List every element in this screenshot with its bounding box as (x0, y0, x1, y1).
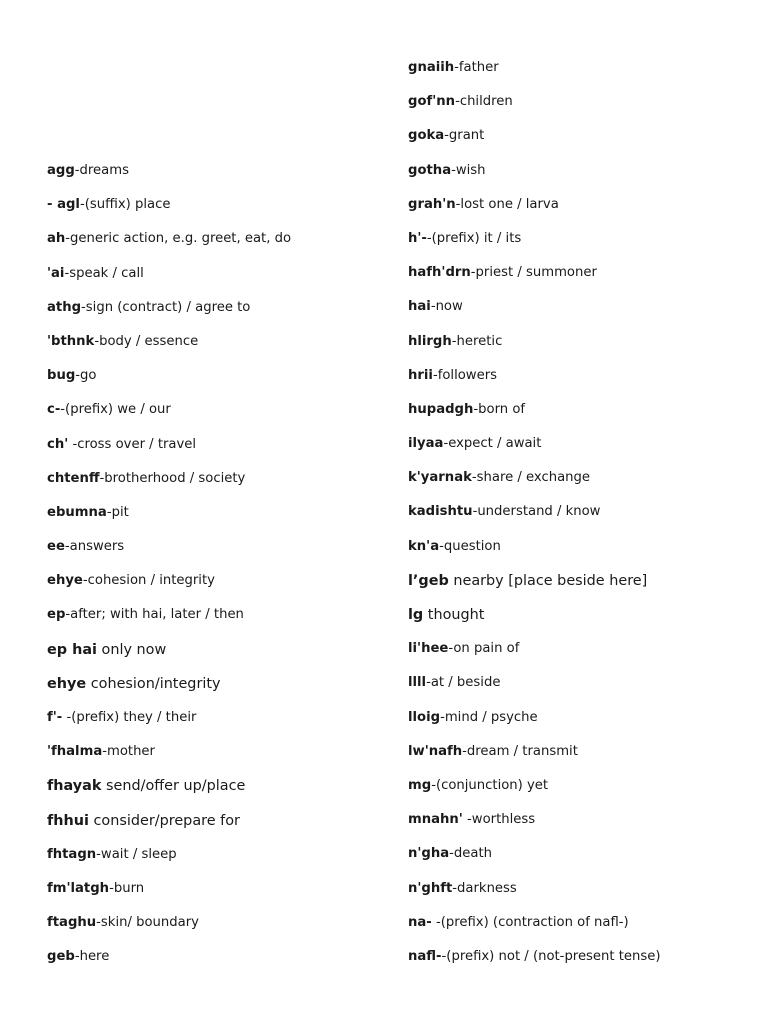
glossary-term: athg (47, 299, 82, 315)
glossary-definition: -answers (64, 539, 125, 555)
glossary-definition: -dreams (74, 163, 129, 178)
glossary-term: ah (47, 231, 66, 247)
glossary-definition: -expect / await (443, 436, 542, 452)
glossary-term: ep hai (47, 641, 97, 658)
glossary-term: - agl (47, 197, 80, 213)
glossary-term: n'gha (408, 846, 450, 862)
glossary-definition: -death (449, 846, 493, 862)
glossary-term: fm'latgh (47, 880, 110, 896)
glossary-definition: -question (439, 538, 501, 554)
glossary-entry (47, 435, 377, 469)
glossary-definition: -on pain of (448, 641, 520, 657)
glossary-entry (47, 879, 377, 913)
glossary-term: hafh'drn (408, 265, 471, 281)
glossary-term: hrii (408, 367, 433, 383)
glossary-definition: -mother (102, 744, 155, 760)
glossary-term: l’geb (408, 572, 449, 589)
glossary-definition: consider/prepare for (88, 812, 240, 829)
glossary-definition: -(prefix) (contraction of nafl-) (431, 914, 629, 930)
glossary-term: c- (47, 402, 61, 418)
glossary-entry (47, 742, 377, 776)
glossary-entry (408, 708, 748, 742)
glossary-term: gof'nn (408, 94, 456, 110)
glossary-definition: -understand / know (472, 504, 601, 520)
glossary-term: llll (408, 675, 427, 691)
glossary-definition: -priest / summoner (470, 265, 597, 281)
glossary-entry (408, 263, 748, 297)
glossary-definition: -now (430, 299, 463, 315)
glossary-definition: -(conjunction) yet (431, 777, 549, 793)
glossary-entry (408, 161, 748, 195)
glossary-entry (408, 537, 748, 571)
glossary-entry (47, 776, 377, 810)
glossary-term: 'ai (47, 265, 65, 281)
glossary-entry (408, 400, 748, 434)
glossary-entry (408, 844, 748, 878)
glossary-definition: -wish (451, 162, 486, 178)
glossary-entry (408, 810, 748, 844)
glossary-term: gnaiih (408, 60, 455, 75)
glossary-entry (47, 674, 377, 708)
glossary-entry (47, 503, 377, 537)
glossary-entry (408, 229, 748, 263)
glossary-definition: -after; with hai, later / then (65, 607, 244, 623)
glossary-entry (408, 742, 748, 776)
glossary-term: ch' (47, 436, 69, 452)
glossary-definition: -generic action, e.g. greet, eat, do (65, 231, 292, 247)
glossary-definition: -(prefix) not / (not-present tense) (441, 948, 661, 964)
glossary-term: grah'n (408, 196, 456, 212)
glossary-definition: -(suffix) place (79, 197, 171, 213)
glossary-term: ehye (47, 675, 87, 692)
glossary-entry (47, 229, 377, 263)
glossary-definition: -followers (432, 367, 497, 383)
glossary-term: lloig (408, 709, 441, 725)
glossary-term: ehye (47, 573, 83, 589)
glossary-entry (408, 571, 748, 605)
glossary-term: hai (408, 299, 431, 315)
glossary-term: fhayak (47, 778, 102, 795)
glossary-term: agg (47, 163, 75, 178)
glossary-definition: -lost one / larva (455, 196, 559, 212)
glossary-term: chtenff (47, 470, 100, 486)
glossary-entry (47, 195, 377, 229)
glossary-entry (47, 469, 377, 503)
glossary-entry (408, 639, 748, 673)
glossary-definition: -share / exchange (471, 470, 591, 486)
glossary-definition: nearby [place beside here] (448, 572, 648, 589)
glossary-term: 'fhalma (47, 744, 103, 760)
glossary-definition: -skin/ boundary (96, 915, 199, 931)
glossary-entry (408, 605, 748, 639)
glossary-entry (408, 366, 748, 400)
glossary-term: lg (408, 607, 424, 623)
glossary-term: ebumna (47, 504, 107, 520)
glossary-term: f'- (47, 710, 63, 725)
glossary-definition: -(prefix) we / our (60, 402, 171, 418)
glossary-entry (408, 58, 748, 92)
glossary-entry (408, 92, 748, 126)
glossary-entry (408, 913, 748, 947)
glossary-definition: -heretic (451, 333, 503, 349)
glossary-term: nafl- (408, 948, 442, 964)
glossary-definition: -cohesion / integrity (82, 573, 215, 589)
glossary-entry (408, 468, 748, 502)
glossary-definition: -here (74, 949, 110, 965)
glossary-entry (47, 811, 377, 845)
glossary-definition: -darkness (452, 880, 517, 896)
glossary-entry (408, 879, 748, 913)
glossary-term: li'hee (408, 641, 449, 657)
glossary-term: ilyaa (408, 436, 444, 452)
glossary-entry (408, 673, 748, 707)
glossary-definition: -born of (473, 401, 526, 417)
glossary-term: geb (47, 949, 75, 965)
glossary-definition: -at / beside (426, 675, 501, 691)
glossary-term: lw'nafh (408, 743, 463, 759)
glossary-definition: -father (454, 60, 499, 75)
glossary-entry (408, 126, 748, 160)
glossary-entry (47, 605, 377, 639)
glossary-term: bug (47, 368, 76, 384)
glossary-entry (47, 161, 377, 195)
glossary-entry (408, 434, 748, 468)
glossary-entry (47, 366, 377, 400)
glossary-definition: -wait / sleep (96, 846, 177, 862)
glossary-definition: -body / essence (94, 333, 199, 349)
glossary-entry (47, 400, 377, 434)
glossary-definition: -brotherhood / society (99, 470, 246, 486)
glossary-definition: -grant (444, 128, 485, 144)
glossary-entry (47, 947, 377, 981)
glossary-entry (408, 297, 748, 331)
glossary-definition: -pit (106, 504, 129, 520)
glossary-entry (47, 913, 377, 947)
glossary-entry (47, 571, 377, 605)
glossary-right-column (408, 58, 748, 981)
glossary-definition: send/offer up/place (101, 778, 246, 795)
glossary-term: fhhui (47, 812, 89, 829)
glossary-term: h'- (408, 230, 427, 246)
glossary-definition: -speak / call (64, 265, 144, 281)
glossary-term: ftaghu (47, 915, 97, 931)
glossary-term: ee (47, 539, 65, 555)
glossary-definition: cohesion/integrity (86, 675, 221, 692)
glossary-left-column (47, 161, 377, 982)
glossary-term: kn'a (408, 538, 440, 554)
glossary-entry (408, 502, 748, 536)
glossary-entry (47, 298, 377, 332)
glossary-entry (408, 332, 748, 366)
glossary-entry (47, 264, 377, 298)
glossary-term: goka (408, 128, 445, 144)
glossary-term: 'bthnk (47, 333, 95, 349)
glossary-entry (47, 845, 377, 879)
glossary-term: hlirgh (408, 333, 452, 349)
glossary-definition: -burn (109, 880, 145, 896)
glossary-term: mnahn' (408, 812, 463, 828)
glossary-definition: thought (423, 607, 485, 623)
glossary-definition: -mind / psyche (440, 709, 538, 725)
glossary-definition: only now (96, 641, 167, 658)
glossary-term: fhtagn (47, 846, 97, 862)
glossary-term: k'yarnak (408, 470, 472, 486)
glossary-entry (408, 947, 748, 981)
glossary-definition: -go (75, 368, 97, 384)
glossary-term: gotha (408, 162, 452, 178)
glossary-entry (47, 640, 377, 674)
glossary-term: mg (408, 777, 432, 793)
glossary-definition: -(prefix) it / its (426, 230, 522, 246)
glossary-entry (47, 332, 377, 366)
glossary-definition: -cross over / travel (68, 436, 197, 452)
glossary-entry (408, 195, 748, 229)
glossary-term: kadishtu (408, 504, 473, 520)
glossary-term: na- (408, 914, 432, 930)
glossary-term: n'ghft (408, 880, 453, 896)
glossary-definition: -dream / transmit (462, 743, 578, 759)
glossary-definition: -worthless (462, 812, 536, 828)
glossary-term: ep (47, 607, 66, 623)
glossary-definition: -(prefix) they / their (62, 710, 197, 725)
glossary-entry (47, 537, 377, 571)
glossary-term: hupadgh (408, 401, 474, 417)
glossary-definition: -children (455, 94, 513, 110)
glossary-entry (408, 776, 748, 810)
glossary-definition: -sign (contract) / agree to (81, 299, 251, 315)
glossary-entry (47, 708, 377, 742)
